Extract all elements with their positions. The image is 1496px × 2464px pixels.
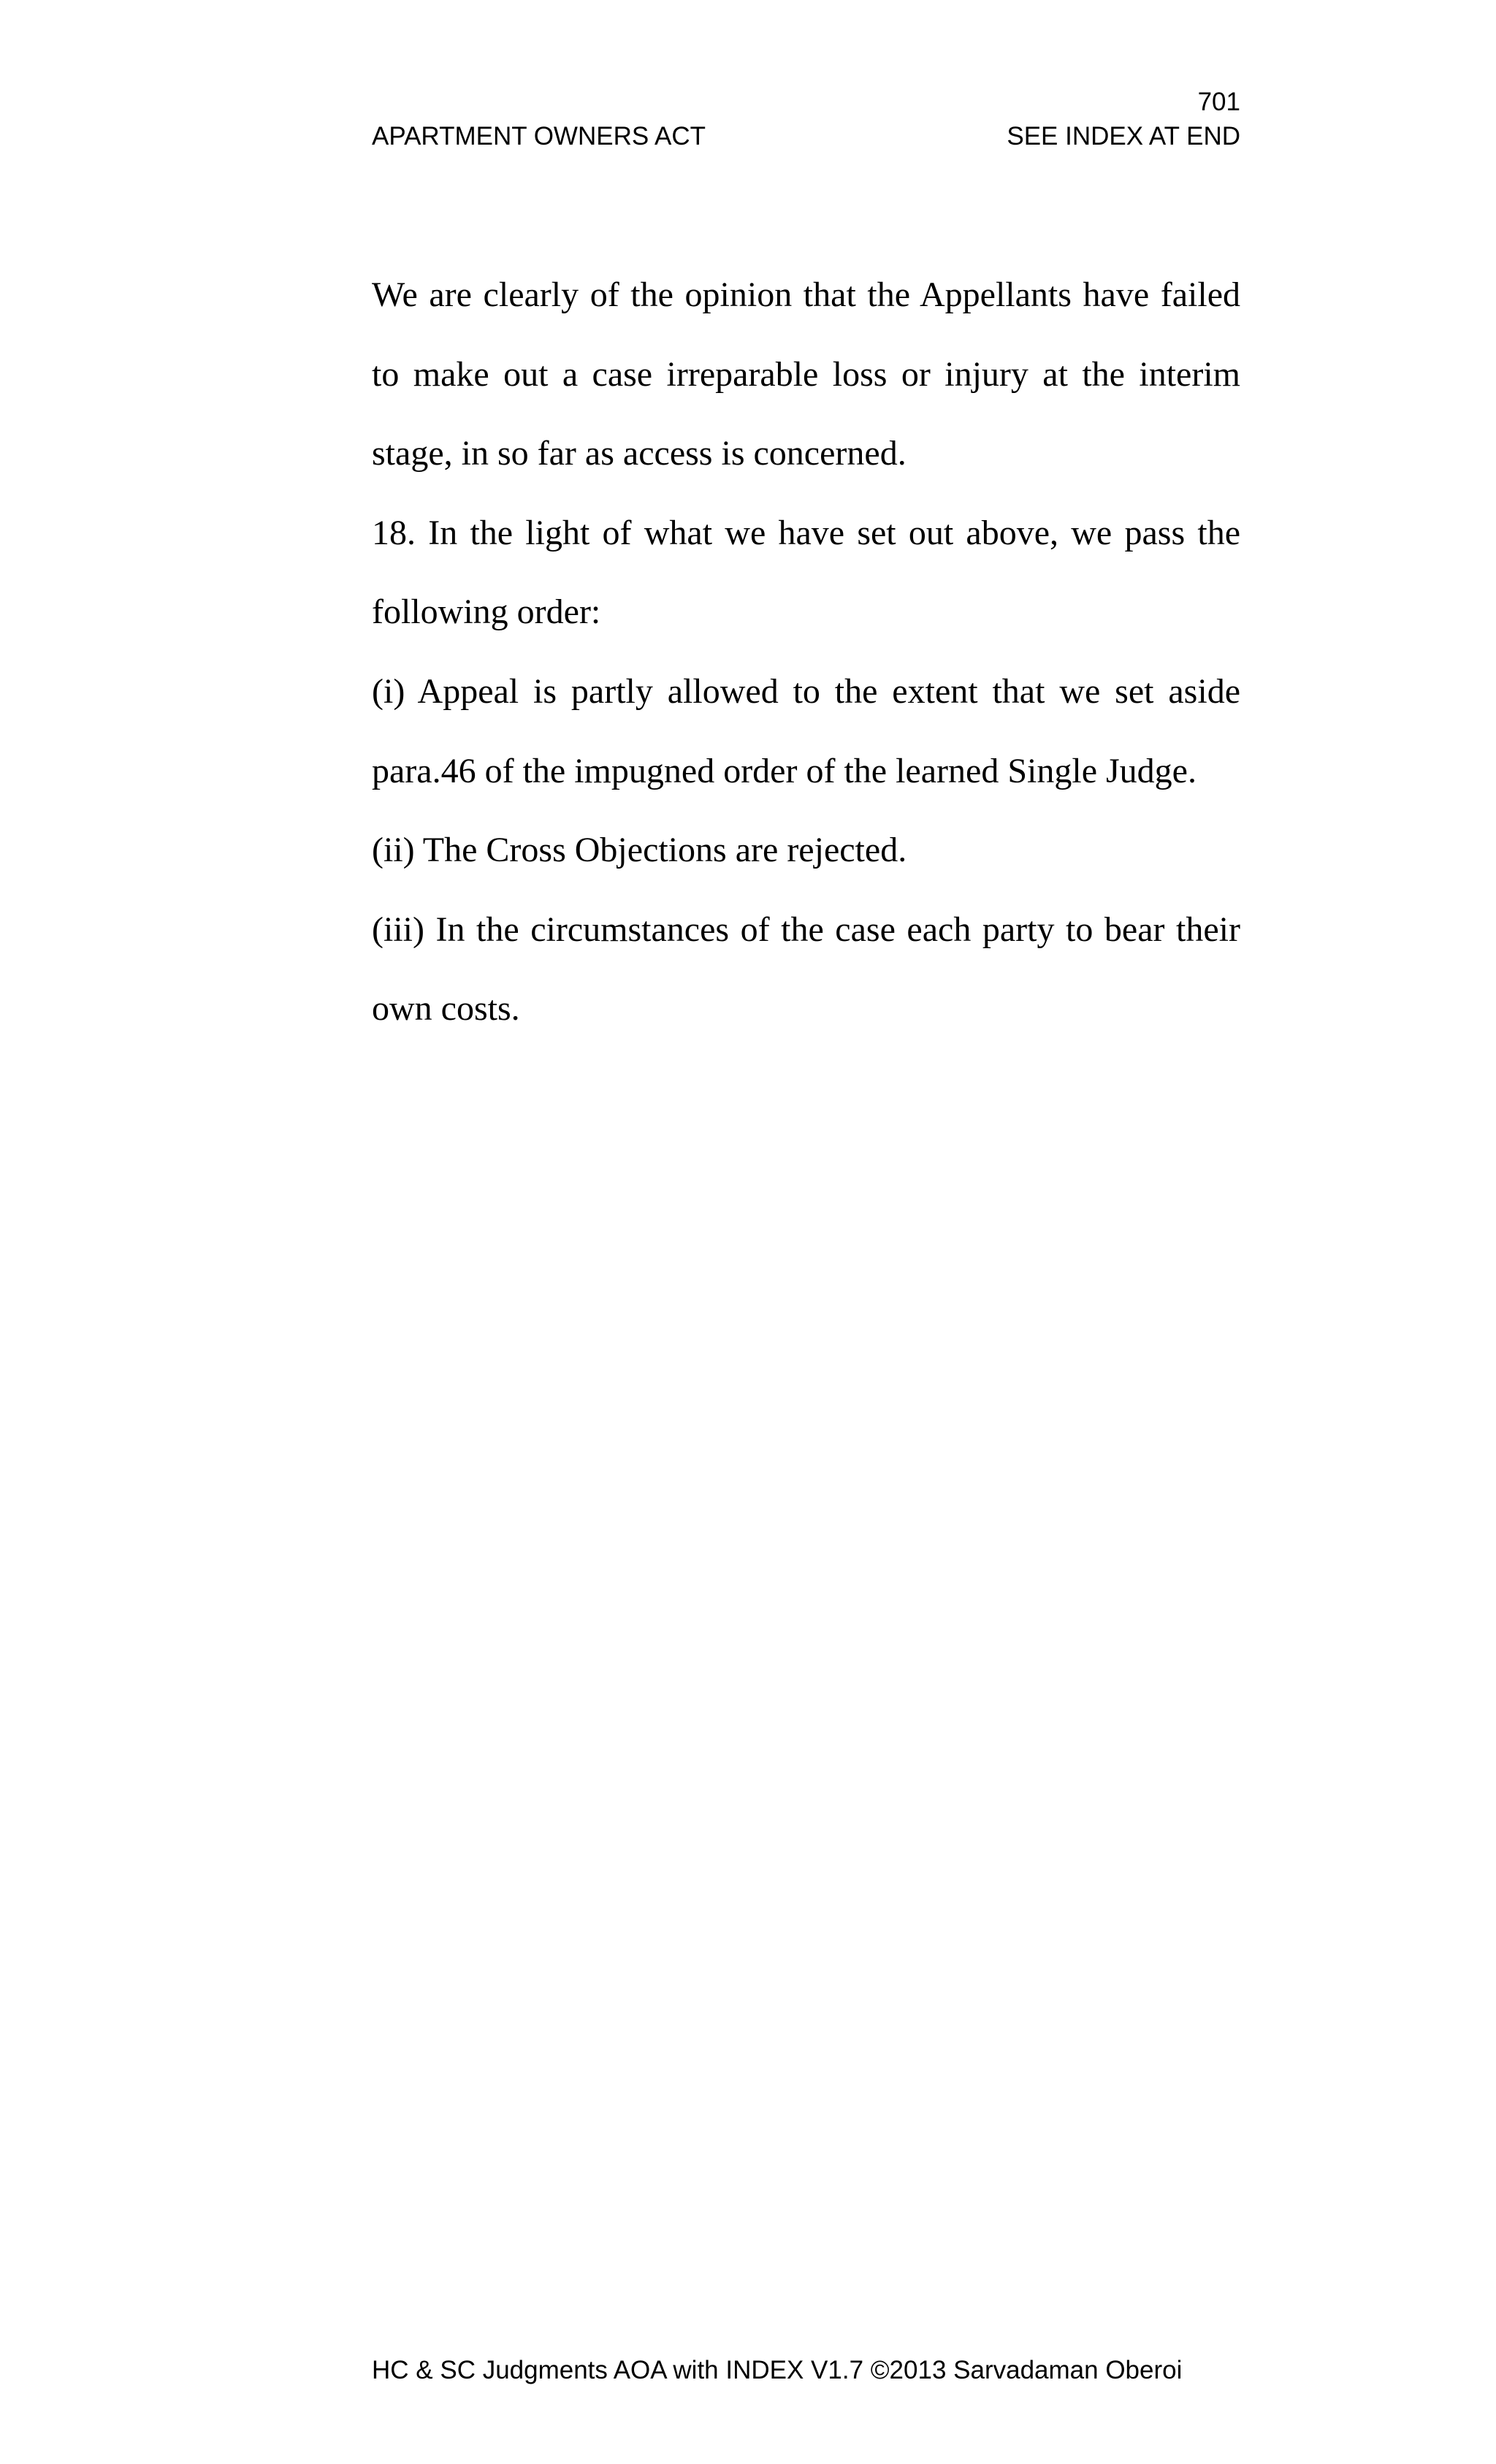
order-item-iii: (iii) In the circumstances of the case each party to bear their own costs. <box>372 909 1240 1029</box>
page-footer: HC & SC Judgments AOA with INDEX V1.7 ©2013 Sarvadaman Oberoi <box>372 2356 1183 2384</box>
running-header <box>372 120 1240 153</box>
header-title: APARTMENT OWNERS ACT <box>372 122 706 150</box>
order-item-ii: (ii) The Cross Objections are rejected. <box>372 831 907 870</box>
paragraph-opinion: We are clearly of the opinion that the Appellants have failed to make out a case irreparable loss or injury at the interim stage, in so far as access is concerned. <box>372 275 1240 473</box>
header-index-note: SEE INDEX AT END <box>1007 122 1240 150</box>
page-number: 701 <box>1197 88 1240 116</box>
order-item-i: (i) Appeal is partly allowed to the extent that we set aside para.46 of the impugned order of the learned Single Judge. <box>372 671 1240 790</box>
paragraph-18-order: 18. In the light of what we have set out above, we pass the following order: <box>372 513 1240 632</box>
judgment-body <box>372 256 1240 1049</box>
